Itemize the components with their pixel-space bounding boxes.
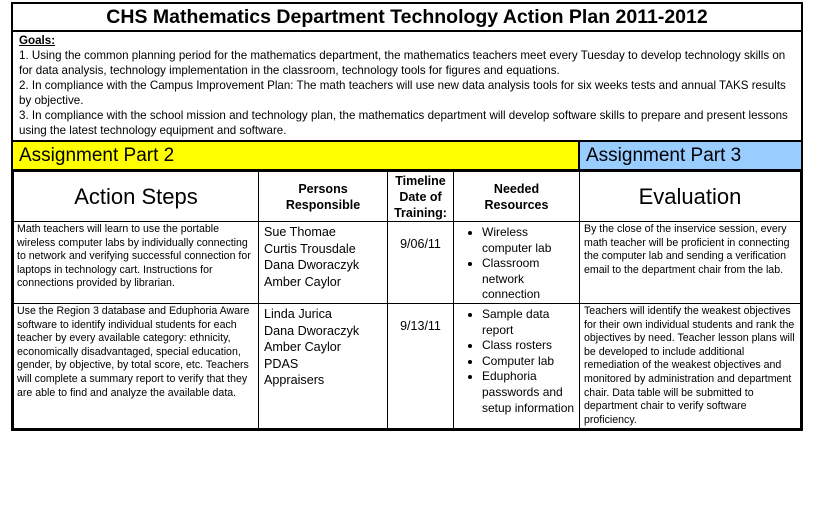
resource-item: • Eduphoria passwords and setup information	[482, 369, 579, 416]
action-steps-cell: Math teachers will learn to use the portable wireless computer labs by individually connecting to network and verifying successful connection for laptops in technology cart. Instructions for connections provided by librarian.	[14, 222, 259, 304]
table-header-row	[14, 172, 801, 222]
person-name: Dana Dworaczyk	[264, 258, 360, 273]
header-timeline-line: Training:	[394, 205, 447, 220]
person-name: Curtis Trousdale	[264, 241, 356, 256]
person-name: Amber Caylor	[264, 274, 341, 289]
action-plan-document	[11, 2, 803, 431]
goals-section	[13, 32, 801, 142]
header-timeline-line: Timeline	[395, 173, 446, 188]
header-action-steps: Action Steps	[14, 172, 259, 222]
resources-list	[454, 225, 579, 303]
person-name: Dana Dworaczyk	[264, 323, 360, 338]
header-timeline	[388, 172, 454, 222]
resource-item: • Class rosters	[482, 338, 579, 354]
goal-item-1: 1. Using the common planning period for the mathematics department, the mathematics teachers meet every Tuesday to develop technology skills on for data analysis, technology implementation in the classroom, technology tools for figures and equations.	[19, 49, 786, 77]
person-name: Amber Caylor	[264, 340, 341, 355]
person-name: Appraisers	[264, 373, 325, 388]
header-resources-line: Resources	[484, 197, 549, 212]
header-persons-line: Responsible	[285, 197, 361, 212]
person-name: Sue Thomae	[264, 225, 336, 239]
goal-item-2: 2. In compliance with the Campus Improvement Plan: The math teachers will use new data analysis tools for six weeks tests and annual TAKS results by objective.	[19, 79, 786, 107]
action-steps-cell: Use the Region 3 database and Eduphoria Aware software to identify individual students for each teacher by every available category: ethnicity, economically disadvantaged, special education, gender, by objective, by total score, etc. Teachers will complete a summary report to verify that they are able to find and analyze the available data.	[14, 303, 259, 428]
header-resources-line: Needed	[493, 181, 540, 196]
assignment-parts-bar	[13, 142, 801, 171]
header-persons-responsible	[259, 172, 388, 222]
goals-heading: Goals:	[19, 34, 56, 47]
assignment-part-3-label: Assignment Part 3	[580, 142, 801, 169]
resource-item: • Sample data report	[482, 307, 579, 338]
evaluation-cell: By the close of the inservice session, every math teacher will be proficient in connecting the computer lab and sending a verification email to the department chair from the lab.	[580, 222, 801, 304]
table-row	[14, 222, 801, 304]
assignment-part-2-label: Assignment Part 2	[13, 142, 580, 169]
header-needed-resources	[454, 172, 580, 222]
evaluation-cell: Teachers will identify the weakest objectives for their own individual students and rank the objectives by need. Teacher lesson plans will be developed to include additional remediation of the weakest objectives and monitored by administration and department chair. Data table will be submitted to department chair to verify software proficiency.	[580, 303, 801, 428]
persons-cell	[259, 222, 388, 304]
training-date-cell: 9/13/11	[388, 303, 454, 428]
resources-cell	[454, 222, 580, 304]
person-name: Linda Jurica	[264, 306, 332, 321]
header-persons-line: Persons	[298, 181, 348, 196]
action-plan-table	[13, 171, 801, 429]
page-title: CHS Mathematics Department Technology Action Plan 2011-2012	[13, 4, 801, 32]
person-name: PDAS	[264, 356, 299, 371]
persons-cell	[259, 303, 388, 428]
training-date-cell: 9/06/11	[388, 222, 454, 304]
resource-item: • Classroom network connection	[482, 256, 579, 303]
table-row	[14, 303, 801, 428]
resource-item: • Wireless computer lab	[482, 225, 579, 256]
resources-list	[454, 307, 579, 416]
header-timeline-line: Date of	[399, 189, 442, 204]
resources-cell	[454, 303, 580, 428]
goal-item-3: 3. In compliance with the school mission and technology plan, the mathematics department will develop software skills to prepare and present lessons using the latest technology equipment and software.	[19, 109, 788, 137]
resource-item: • Computer lab	[482, 354, 579, 370]
header-evaluation: Evaluation	[580, 172, 801, 222]
